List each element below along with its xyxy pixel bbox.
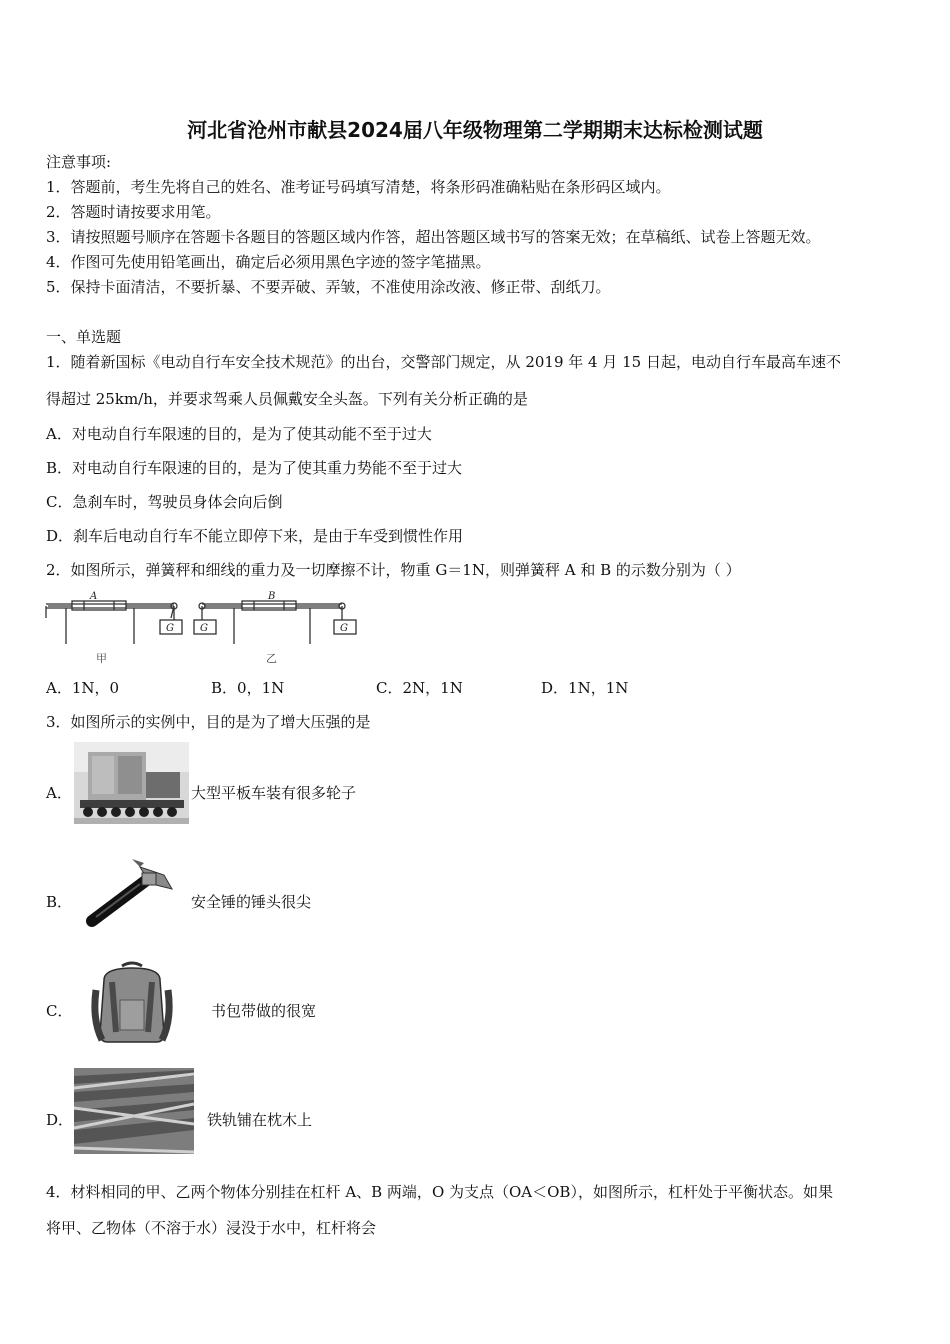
q3-option-text: 书包带做的很宽 [211, 1002, 317, 1020]
backpack-image [90, 960, 174, 1046]
q4-stem-line2: 将甲、乙物体（不溶于水）浸没于水中，杠杆将会 [46, 1219, 377, 1237]
notice-item: 4．作图可先使用铅笔画出，确定后必须用黑色字迹的签字笔描黑。 [46, 253, 491, 271]
caption-left: 甲 [96, 652, 107, 665]
q1-option-d: D．刹车后电动自行车不能立即停下来，是由于车受到惯性作用 [46, 527, 464, 545]
q3-option-letter: C． [46, 1002, 73, 1020]
scale-label-b: B [268, 591, 276, 602]
q3-option-letter: D． [46, 1111, 74, 1129]
notice-item: 1．答题前，考生先将自己的姓名、准考证号码填写清楚，将条形码准确粘贴在条形码区域内。 [46, 178, 671, 196]
q2-option-a: A．1N，0 [46, 679, 120, 697]
section-heading: 一、单选题 [46, 328, 122, 346]
q3-option-text: 大型平板车装有很多轮子 [191, 784, 357, 802]
q3-option-letter: B． [46, 893, 73, 911]
page-title: 河北省沧州市献县2024届八年级物理第二学期期末达标检测试题 [187, 118, 763, 142]
notice-item: 5．保持卡面清洁，不要折暴、不要弄破、弄皱，不准使用涂改液、修正带、刮纸刀。 [46, 278, 611, 296]
scale-label-a: A [90, 591, 98, 602]
notice-item: 3．请按照题号顺序在答题卡各题目的答题区域内作答，超出答题区域书写的答案无效；在草稿纸、试卷上答题无效。 [46, 228, 821, 246]
railway-track-image [74, 1068, 194, 1154]
q4-stem-line1: 4．材料相同的甲、乙两个物体分别挂在杠杆 A、B 两端，O 为支点（OA＜OB），如图所示，杠杆处于平衡状态。如果 [46, 1183, 833, 1201]
q3-option-text: 铁轨铺在枕木上 [207, 1111, 313, 1129]
q1-option-c: C．急刹车时，驾驶员身体会向后倒 [46, 493, 283, 511]
q2-stem: 2．如图所示，弹簧秤和细线的重力及一切摩擦不计，物重 G＝1N，则弹簧秤 A 和 B 的示数分别为（ ） [46, 561, 741, 579]
weight-label: G [166, 623, 174, 634]
safety-hammer-image [80, 855, 180, 935]
caption-right: 乙 [266, 652, 277, 665]
q2-option-b: B．0，1N [211, 679, 285, 697]
spring-scale-figure [44, 588, 364, 666]
q3-option-text: 安全锤的锤头很尖 [191, 893, 312, 911]
q1-option-a: A．对电动自行车限速的目的，是为了使其动能不至于过大 [46, 425, 432, 443]
q3-option-letter: A． [46, 784, 72, 802]
q2-option-c: C．2N，1N [376, 679, 463, 697]
notice-heading: 注意事项: [46, 153, 112, 171]
q2-option-d: D．1N，1N [541, 679, 629, 697]
q1-stem-line1: 1．随着新国标《电动自行车安全技术规范》的出台，交警部门规定，从 2019 年 4 月 15 日起，电动自行车最高车速不 [46, 353, 841, 371]
weight-label: G [340, 623, 348, 634]
flatbed-truck-image [74, 742, 189, 824]
notice-item: 2．答题时请按要求用笔。 [46, 203, 221, 221]
weight-label: G [200, 623, 208, 634]
q3-stem: 3．如图所示的实例中，目的是为了增大压强的是 [46, 713, 371, 731]
q1-option-b: B．对电动自行车限速的目的，是为了使其重力势能不至于过大 [46, 459, 463, 477]
q1-stem-line2: 得超过 25km/h，并要求驾乘人员佩戴安全头盔。下列有关分析正确的是 [46, 390, 528, 408]
